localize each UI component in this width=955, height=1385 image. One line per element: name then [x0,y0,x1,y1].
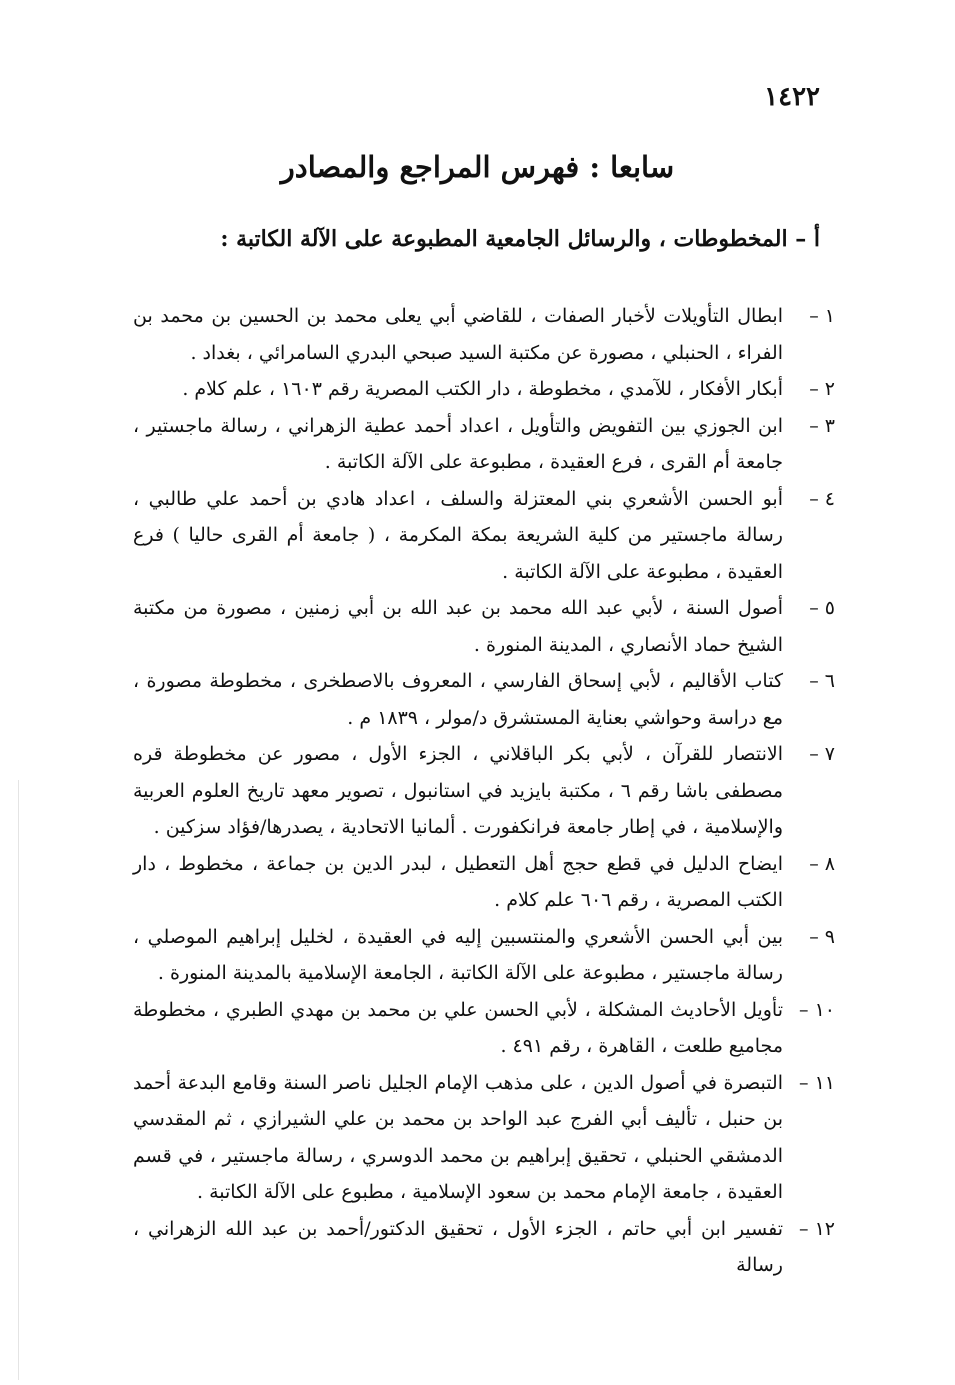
entry-number: ٨ – [809,852,835,875]
reference-list [133,298,835,1284]
entry-number: ٣ – [809,414,835,437]
entry-number: ١١ – [799,1071,835,1094]
entry-text: كتاب الأقاليم ، لأبي إسحاق الفارسي ، المعروف بالاصطخرى ، مخطوطة مصورة ، مع دراسة وحواشي بعناية المستشرق د/مولر ، ١٨٣٩ م . [133,670,783,729]
reference-entry-2 [133,371,835,408]
reference-entry-7 [133,736,835,846]
entry-number: ٩ – [809,925,835,948]
entry-text: أبو الحسن الأشعري بني المعتزلة والسلف ، اعداد هادي بن أحمد علي طالبي ، رسالة ماجستير من كلية الشريعة بمكة المكرمة ، ( جامعة أم القرى حاليا ) فرع العقيدة ، مطبوعة على الآلة الكاتبة . [133,487,783,583]
entry-text: ايضاح الدليل في قطع حجج أهل التعطيل ، لبدر الدين بن جماعة ، مخطوط ، دار الكتب المصرية ، رقم ٦٠٦ علم كلام . [133,852,783,911]
entry-text: التبصرة في أصول الدين ، على مذهب الإمام الجليل ناصر السنة وقامع البدعة أحمد بن حنبل ، تأليف أبي الفرج عبد الواحد بن محمد بن علي الشيرازي ، ثم المقدسي الدمشقي الحنبلي ، تحقيق إبراهيم بن محمد الدوسري ، رسالة ماجستير ، في قسم العقيدة ، جامعة الإمام محمد بن سعود الإسلامية ، مطبوع على الآلة الكاتبة . [133,1071,784,1203]
reference-entry-9 [133,919,835,992]
reference-entry-8 [133,846,835,919]
entry-text: ابطال التأويلات لأخبار الصفات ، للقاضي أبي يعلى محمد بن الحسين بن محمد بن الفراء ، الحنبلي ، مصورة عن مكتبة السيد صبحي البدري السامرائي ، بغداد . [133,305,783,364]
reference-entry-6 [133,663,835,736]
page-number: ١٤٢٢ [764,82,820,112]
entry-text: بين أبي الحسن الأشعري والمنتسبين إليه في العقيدة ، لخليل إبراهيم الموصلي ، رسالة ماجستير ، مطبوعة على الآلة الكاتبة ، الجامعة الإسلامية بالمدينة المنورة . [133,925,783,984]
entry-text: تفسير ابن أبي حاتم ، الجزء الأول ، تحقيق الدكتور/أحمد بن عبد الله الزهراني ، رسالة [133,1217,783,1276]
entry-number: ١٢ – [799,1217,835,1240]
reference-entry-5 [133,590,835,663]
entry-text: أبكار الأفكار ، للآمدي ، مخطوطة ، دار الكتب المصرية رقم ١٦٠٣ ، علم كلام . [182,378,783,400]
entry-number: ١ – [809,305,835,327]
section-heading: أ – المخطوطات ، والرسائل الجامعية المطبوعة على الآلة الكاتبة : [220,226,820,252]
reference-entry-3 [133,408,835,481]
reference-entry-4 [133,481,835,591]
reference-entry-12 [133,1211,835,1284]
entry-text: أصول السنة ، لأبي عبد الله محمد بن عبد الله بن أبي زمنين ، مصورة من مكتبة الشيخ حماد الأنصاري ، المدينة المنورة . [133,597,783,656]
entry-number: ٥ – [809,597,835,619]
entry-number: ٧ – [809,743,835,765]
entry-number: ٤ – [809,487,835,510]
reference-entry-11 [133,1065,835,1211]
entry-text: تأويل الأحاديث المشكلة ، لأبي الحسن علي بن محمد بن مهدي الطبري ، مخطوطة مجاميع طلعت ، القاهرة ، رقم ٤٩١ . [133,998,783,1057]
reference-entry-1 [133,298,835,371]
entry-number: ٦ – [809,670,835,692]
scan-edge-line [18,780,19,1380]
reference-entry-10 [133,992,835,1065]
entry-number: ١٠ – [799,998,835,1021]
entry-number: ٢ – [809,378,835,400]
entry-text: الانتصار للقرآن ، لأبي بكر الباقلاني ، الجزء الأول ، مصور عن مخطوطة قره مصطفى باشا رقم ٦ ، مكتبة بايزيد في استانبول ، تصوير معهد تاريخ العلوم العربية والإسلامية ، في إطار جامعة فرانكفورت . ألمانيا الاتحادية ، يصدرها/فؤاد سزكين . [133,743,783,838]
page-title: سابعا : فهرس المراجع والمصادر [280,150,675,184]
entry-text: ابن الجوزي بين التفويض والتأويل ، اعداد أحمد عطية الزهراني ، رسالة ماجستير ، جامعة أم القرى ، فرع العقيدة ، مطبوعة على الآلة الكاتبة . [133,414,783,473]
